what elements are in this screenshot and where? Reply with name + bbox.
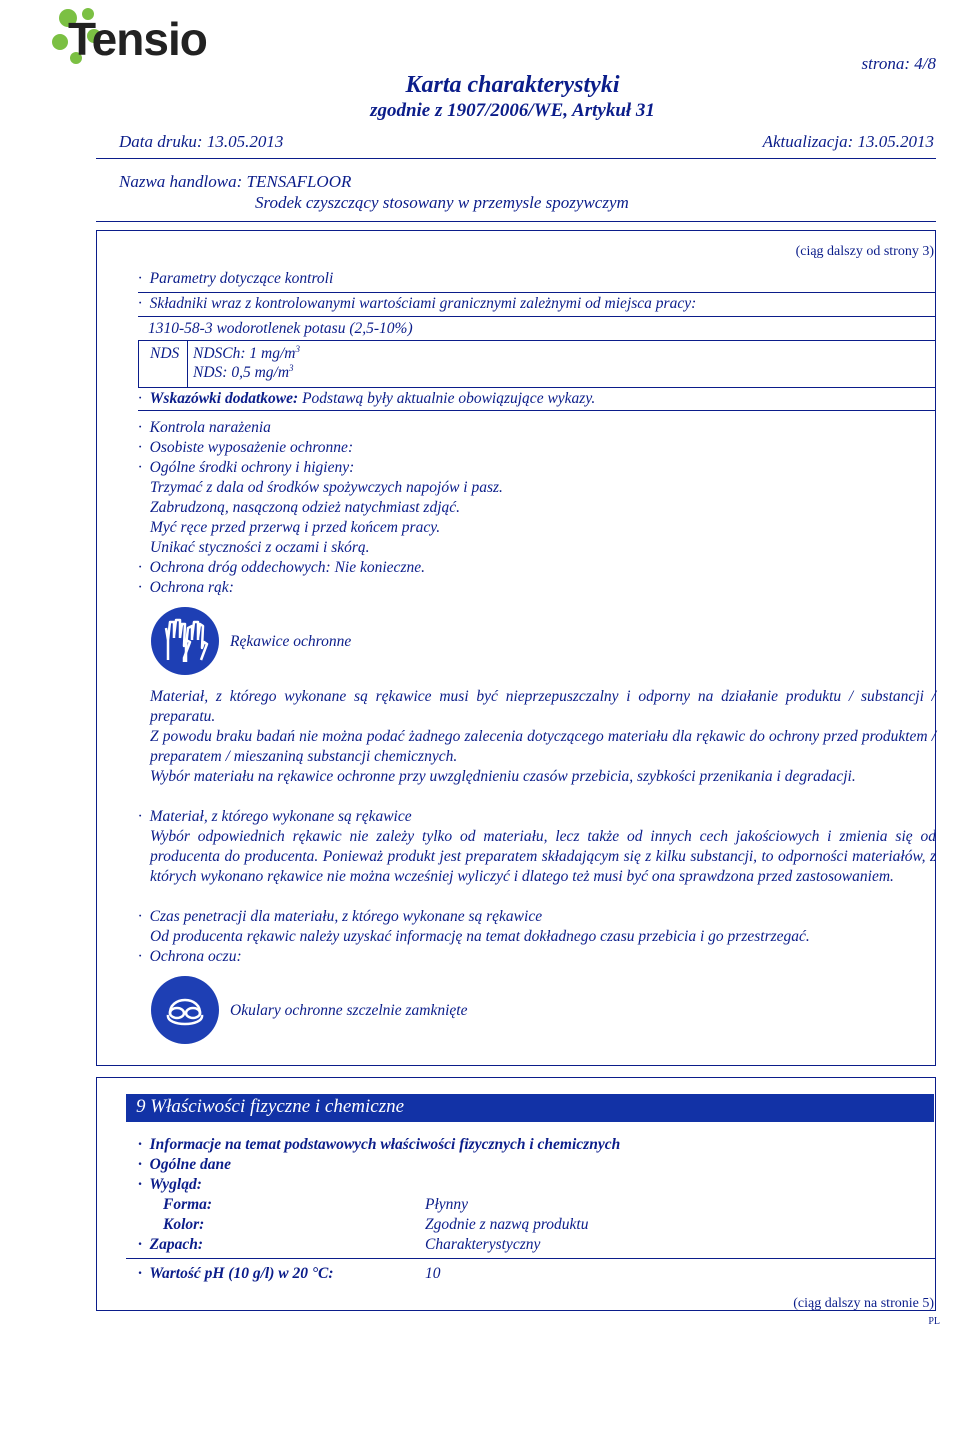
hand-paragraph-2: Z powodu braku badań nie można podać żadnego zalecenia dotyczącego materiału dla rękawic do ochrony przed produktem / preparatem / mieszaniną substancji chemicznych. [150,728,936,765]
divider [126,1258,936,1259]
product-description: Srodek czyszczący stosowany w przemysle spozywczym [255,193,629,212]
eye-protection-heading: · Ochrona oczu: [138,947,242,967]
general-measures-heading: · Ogólne środki ochrony i higieny: [138,458,354,478]
odor-value: Charakterystyczny [425,1236,541,1253]
continued-to: (ciąg dalszy na stronie 5) [793,1296,934,1311]
page-number: strona: 4/8 [861,54,936,73]
nds-value: NDS: 0,5 $mg/m^3$ [193,362,294,381]
odor-label: · Zapach: [138,1235,203,1255]
document-subtitle: zgodnie z 1907/2006/WE, Artykuł 31 [370,100,655,121]
update-date: Aktualizacja: 13.05.2013 [762,132,934,151]
goggles-caption: Okulary ochronne szczelnie zamknięte [230,1002,468,1019]
tensio-logo [50,6,210,76]
divider [138,410,936,411]
color-value: Zgodnie z nazwą produktu [425,1216,589,1233]
form-label: Forma: [163,1196,213,1213]
form-value: Płynny [425,1196,469,1213]
color-label: Kolor: [163,1216,205,1233]
respiratory-protection: · Ochrona dróg oddechowych: Nie konieczne. [138,558,425,578]
divider [138,316,936,317]
appearance-heading: · Wygląd: [138,1175,202,1195]
divider [138,292,936,293]
header-divider [96,158,936,159]
material-heading: · Materiał, z którego wykonane są rękawice [138,807,412,827]
hand-protection-heading: · Ochrona rąk: [138,578,234,598]
limit-type: NDS [150,345,180,362]
exposure-control-heading: · Kontrola narażenia [138,418,271,438]
section-9-title: 9 Właściwości fizyczne i chemiczne [136,1096,405,1117]
print-date: Data druku: 13.05.2013 [119,132,284,151]
goggles-icon [150,975,220,1045]
additional-notes: · Wskazówki dodatkowe: Podstawą były aktualnie obowiązujące wykazy. [138,389,595,409]
control-parameters-heading: · Parametry dotyczące kontroli [138,269,333,289]
hand-paragraph-1: Materiał, z którego wykonane są rękawice musi być nieprzepuszczalny i odporny na działanie produktu / substancji / preparatu. [150,688,936,725]
components-heading: · Składniki wraz z kontrolowanymi wartościami granicznymi zależnymi od miejsca pracy: [138,294,696,314]
gloves-caption: Rękawice ochronne [230,633,352,650]
penetration-text: Od producenta rękawic należy uzyskać informację na temat dokładnego czasu przebicia i go przestrzegać. [150,928,810,945]
measure-item: Unikać styczności z oczami i skórą. [150,539,370,556]
penetration-heading: · Czas penetracji dla materiału, z którego wykonane są rękawice [138,907,542,927]
general-data-heading: · Ogólne dane [138,1155,231,1175]
gloves-icon [150,606,220,676]
section-9-title-bar [126,1094,934,1122]
component-name: 1310-58-3 wodorotlenek potasu (2,5-10%) [148,320,413,337]
ph-label: · Wartość pH (10 g/l) w 20 °C: [138,1264,334,1284]
measure-item: Trzymać z dala od środków spożywczych napojów i pasz. [150,479,503,496]
measure-item: Zabrudzoną, nasączoną odzież natychmiast zdjąć. [150,499,460,516]
material-paragraph: Wybór odpowiednich rękawic nie zależy tylko od materiału, lecz także od innych cech jakościowych i zmienia się od producenta do producenta. Ponieważ produkt jest preparatem składającym się z kilku substancji, to odporności materiałów, z których wykonano rękawice nie można wcześniej wyliczyć i dlatego też musi być ona sprawdzona przed zastosowaniem. [150,828,936,885]
header-bottom-divider [96,221,936,222]
document-title: Karta charakterystyki [405,72,620,98]
language-code: PL [928,1316,940,1327]
continued-from: (ciąg dalszy od strony 3) [795,244,934,259]
ndsch-value: NDSCh: 1 $mg/m^3$ [193,343,300,362]
basic-info-heading: · Informacje na temat podstawowych właściwości fizycznych i chemicznych [138,1135,620,1155]
limits-table-divider [187,340,188,387]
hand-paragraph-3: Wybór materiału na rękawice ochronne przy uwzględnieniu czasów przebicia, szybkości przenikania i degradacji. [150,768,856,785]
trade-name: Nazwa handlowa: TENSAFLOOR [119,172,352,191]
ph-value: 10 [425,1265,441,1282]
measure-item: Myć ręce przed przerwą i przed końcem pracy. [150,519,441,536]
logo-text: Tensio [68,13,207,65]
ppe-heading: · Osobiste wyposażenie ochronne: [138,438,353,458]
